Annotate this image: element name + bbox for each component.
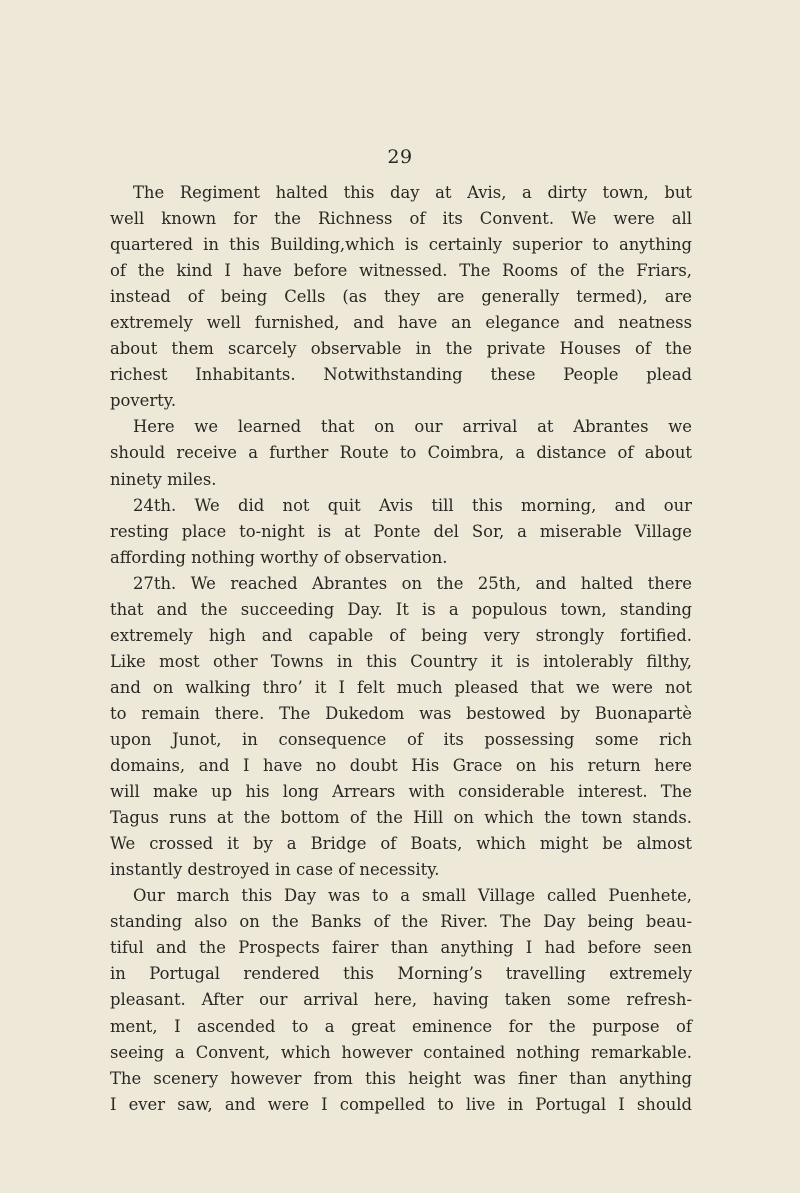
text-line: extremely well furnished, and have an elegance and neatness bbox=[110, 313, 692, 333]
text-line: tiful and the Prospects fairer than anything I had before seen bbox=[110, 938, 692, 958]
text-line: Our march this Day was to a small Village called Puenhete, bbox=[133, 886, 692, 906]
text-line: 27th. We reached Abrantes on the 25th, and halted there bbox=[133, 573, 692, 593]
text-line: The scenery however from this height was finer than anything bbox=[110, 1068, 692, 1088]
text-line: Like most other Towns in this Country it is intolerably filthy, bbox=[110, 651, 692, 671]
text-line: domains, and I have no doubt His Grace on his return here bbox=[110, 756, 692, 776]
text-line: resting place to-night is at Ponte del Sor, a miserable Village bbox=[110, 521, 692, 541]
text-line: Tagus runs at the bottom of the Hill on which the town stands. bbox=[110, 808, 692, 828]
text-line: in Portugal rendered this Morning’s travelling extremely bbox=[110, 964, 692, 984]
text-line: We crossed it by a Bridge of Boats, which might be almost bbox=[110, 834, 692, 854]
text-line: poverty. bbox=[110, 391, 177, 411]
text-line: Here we learned that on our arrival at Abrantes we bbox=[133, 417, 692, 437]
text-line: standing also on the Banks of the River. The Day being beau- bbox=[110, 912, 692, 932]
text-line: extremely high and capable of being very strongly fortified. bbox=[110, 625, 692, 645]
text-line: and on walking thro’ it I felt much pleased that we were not bbox=[110, 677, 692, 697]
text-line: ment, I ascended to a great eminence for the purpose of bbox=[110, 1016, 692, 1036]
text-line: I ever saw, and were I compelled to live in Portugal I should bbox=[110, 1094, 692, 1114]
text-line: of the kind I have before witnessed. The Rooms of the Friars, bbox=[110, 261, 692, 281]
text-line: quartered in this Building,which is certainly superior to anything bbox=[110, 235, 692, 255]
text-line: ninety miles. bbox=[110, 469, 217, 489]
text-line: seeing a Convent, which however contained nothing remarkable. bbox=[110, 1042, 692, 1062]
body-text bbox=[110, 180, 692, 1118]
text-line: instantly destroyed in case of necessity. bbox=[110, 860, 440, 880]
text-line: should receive a further Route to Coimbra, a distance of about bbox=[110, 443, 692, 463]
page-number: 29 bbox=[387, 146, 413, 168]
text-line: instead of being Cells (as they are generally termed), are bbox=[110, 287, 692, 307]
text-line: about them scarcely observable in the private Houses of the bbox=[110, 339, 692, 359]
text-line: upon Junot, in consequence of its possessing some rich bbox=[110, 729, 692, 749]
text-line: 24th. We did not quit Avis till this morning, and our bbox=[133, 495, 692, 515]
text-line: pleasant. After our arrival here, having taken some refresh- bbox=[110, 990, 692, 1010]
text-line: richest Inhabitants. Notwithstanding these People plead bbox=[110, 365, 692, 385]
text-line: that and the succeeding Day. It is a populous town, standing bbox=[110, 599, 692, 619]
text-line: well known for the Richness of its Convent. We were all bbox=[110, 209, 692, 229]
text-line: to remain there. The Dukedom was bestowed by Buonapartè bbox=[110, 703, 692, 723]
text-line: affording nothing worthy of observation. bbox=[110, 547, 448, 567]
text-line: will make up his long Arrears with considerable interest. The bbox=[110, 782, 692, 802]
text-line: The Regiment halted this day at Avis, a dirty town, but bbox=[133, 183, 692, 202]
